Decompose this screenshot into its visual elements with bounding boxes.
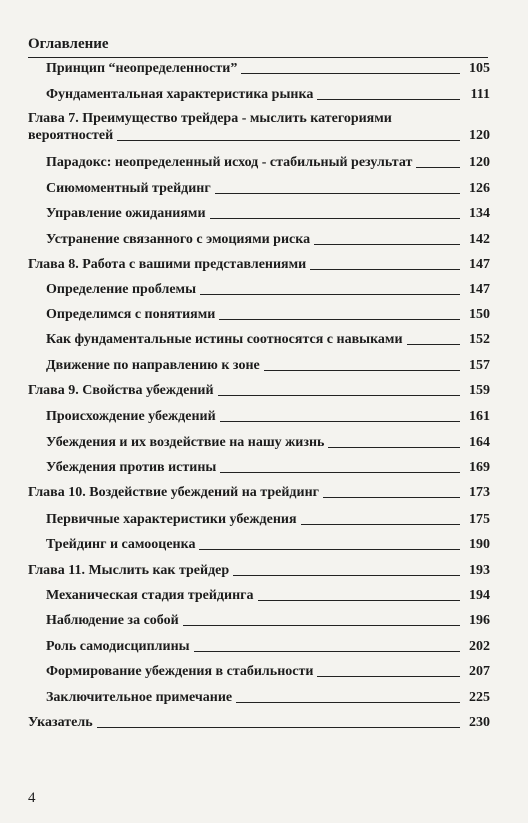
leader-line [219, 319, 460, 320]
toc-chapter-title: Указатель [28, 715, 93, 730]
leader-line [314, 244, 460, 245]
toc-page-number: 196 [469, 613, 490, 628]
leader-line [97, 727, 460, 728]
toc-page-number: 150 [469, 307, 490, 322]
toc-chapter-title: Глава 9. Свойства убеждений [28, 383, 214, 398]
toc-section[interactable] [28, 612, 490, 629]
toc-chapter-title: Глава 10. Воздействие убеждений на трейдинг [28, 485, 319, 500]
toc-section-title: Первичные характеристики убеждения [46, 512, 297, 527]
leader-line [236, 702, 460, 703]
leader-line [328, 447, 460, 448]
toc-section[interactable] [28, 638, 490, 655]
toc-page-number: 207 [469, 664, 490, 679]
toc-section[interactable] [28, 60, 490, 77]
toc-section[interactable] [28, 281, 490, 298]
toc-chapter[interactable] [28, 714, 490, 731]
toc-section[interactable] [28, 357, 490, 374]
toc-chapter-title: Глава 8. Работа с вашими представлениями [28, 257, 307, 272]
toc-chapter-title: Глава 7. Преимущество трейдера - мыслить категориями [28, 111, 392, 126]
toc-section-title: Убеждения против истины [46, 460, 217, 475]
toc-page-number: 120 [469, 128, 490, 143]
leader-line [233, 575, 460, 576]
toc-section-title: Определение проблемы [46, 282, 197, 297]
toc-page-number: 164 [469, 435, 490, 450]
toc-section-title: Как фундаментальные истины соотносятся с навыками [46, 332, 403, 347]
toc-page-number: 111 [470, 87, 490, 102]
toc-section[interactable] [28, 180, 490, 197]
toc-chapter[interactable] [28, 256, 490, 273]
toc-section[interactable] [28, 154, 490, 171]
leader-line [117, 140, 460, 141]
toc-page-number: 105 [469, 61, 490, 76]
leader-line [317, 99, 460, 100]
toc-section[interactable] [28, 331, 490, 348]
toc-section-title: Фундаментальная характеристика рынка [46, 87, 314, 102]
toc-chapter[interactable] [28, 562, 490, 579]
toc-section[interactable] [28, 306, 490, 323]
leader-line [264, 370, 460, 371]
toc-section-title: Наблюдение за собой [46, 613, 179, 628]
toc-page-number: 134 [469, 206, 490, 221]
leader-line [199, 549, 460, 550]
toc-section-title: Принцип “неопределенности” [46, 61, 238, 76]
toc-chapter[interactable] [28, 110, 490, 144]
leader-line [317, 676, 460, 677]
toc-section-title: Заключительное примечание [46, 690, 233, 705]
toc-page-number: 190 [469, 537, 490, 552]
toc-section-title: Формирование убеждения в стабильности [46, 664, 314, 679]
toc-section-title: Сиюмоментный трейдинг [46, 181, 211, 196]
toc-page-number: 147 [469, 282, 490, 297]
toc-page-number: 161 [469, 409, 490, 424]
toc-section-title: Парадокс: неопределенный исход - стабильный результат [46, 155, 413, 170]
leader-line [183, 625, 460, 626]
toc-page-number: 152 [469, 332, 490, 347]
toc-section[interactable] [28, 587, 490, 604]
page-header [28, 36, 488, 58]
toc-page-number: 225 [469, 690, 490, 705]
toc-page-number: 169 [469, 460, 490, 475]
toc-section-title: Определимся с понятиями [46, 307, 216, 322]
toc-section-title: Роль самодисциплины [46, 639, 190, 654]
toc-page-number: 202 [469, 639, 490, 654]
toc-section[interactable] [28, 408, 490, 425]
toc-page-number: 173 [469, 485, 490, 500]
leader-line [210, 218, 460, 219]
leader-line [215, 193, 460, 194]
toc-section-title: Происхождение убеждений [46, 409, 216, 424]
toc-page-number: 159 [469, 383, 490, 398]
toc-chapter-title: Глава 11. Мыслить как трейдер [28, 563, 230, 578]
toc-section-title: Механическая стадия трейдинга [46, 588, 254, 603]
header-title: Оглавление [28, 36, 109, 52]
leader-line [407, 344, 460, 345]
leader-line [310, 269, 460, 270]
leader-line [323, 497, 460, 498]
toc-page-number: 194 [469, 588, 490, 603]
toc-section[interactable] [28, 434, 490, 451]
toc-section[interactable] [28, 205, 490, 222]
leader-line [220, 472, 460, 473]
toc-section-title: Управление ожиданиями [46, 206, 206, 221]
toc-page-number: 230 [469, 715, 490, 730]
page-number: 4 [28, 790, 36, 806]
toc-section-title: Устранение связанного с эмоциями риска [46, 232, 311, 247]
toc-section[interactable] [28, 86, 490, 103]
toc-section[interactable] [28, 536, 490, 553]
toc-section[interactable] [28, 663, 490, 680]
toc-section[interactable] [28, 459, 490, 476]
leader-line [241, 73, 460, 74]
toc-page-number: 126 [469, 181, 490, 196]
leader-line [301, 524, 460, 525]
toc-section[interactable] [28, 511, 490, 528]
toc-chapter[interactable] [28, 484, 490, 501]
leader-line [416, 167, 460, 168]
toc-page-number: 157 [469, 358, 490, 373]
toc-section-title: Движение по направлению к зоне [46, 358, 260, 373]
leader-line [258, 600, 460, 601]
toc-section[interactable] [28, 231, 490, 248]
toc-section-title: Убеждения и их воздействие на нашу жизнь [46, 435, 325, 450]
toc-section-title: Трейдинг и самооценка [46, 537, 196, 552]
toc-page-number: 193 [469, 563, 490, 578]
leader-line [218, 395, 460, 396]
toc-page-number: 147 [469, 257, 490, 272]
toc-chapter-title-cont: вероятностей [28, 128, 114, 143]
toc-page-number: 120 [469, 155, 490, 170]
toc-page-number: 142 [469, 232, 490, 247]
toc-section[interactable] [28, 689, 490, 706]
toc-chapter[interactable] [28, 382, 490, 399]
toc-page-number: 175 [469, 512, 490, 527]
leader-line [220, 421, 460, 422]
leader-line [194, 651, 460, 652]
leader-line [200, 294, 460, 295]
